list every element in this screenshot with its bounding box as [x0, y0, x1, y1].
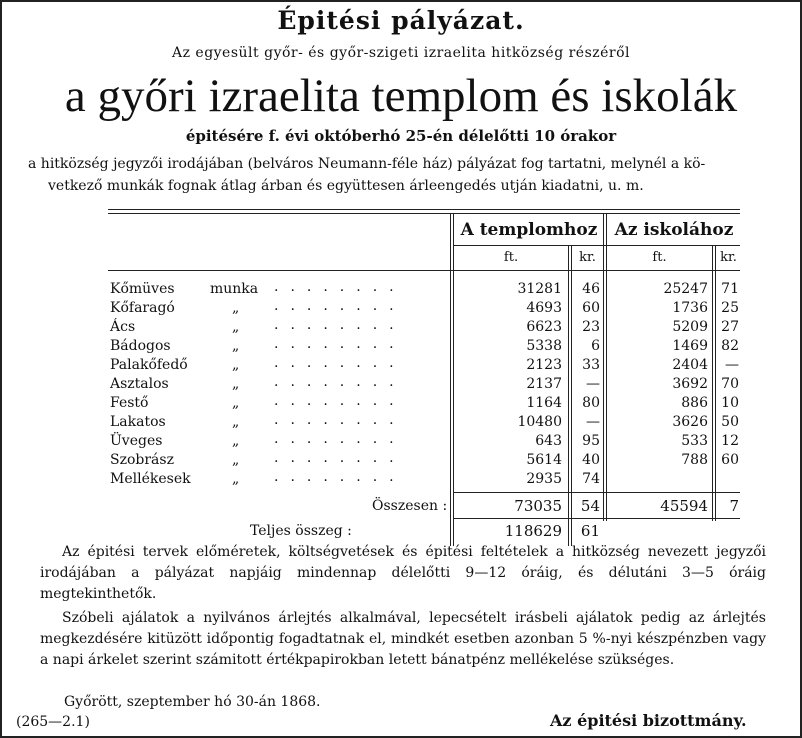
iskola-kr: 50: [721, 414, 739, 430]
ditto-mark: „: [232, 338, 240, 354]
templom-kr: 40: [582, 452, 600, 468]
trade-label: Festő: [110, 395, 149, 411]
trade-label: Asztalos: [110, 376, 169, 392]
iskola-ft: 788: [681, 452, 708, 468]
leader-dots: ........: [274, 355, 406, 371]
ditto-mark: „: [232, 414, 240, 430]
iskola-kr: 60: [721, 452, 739, 468]
iskola-ft: 1469: [672, 338, 708, 354]
teljes-kr: 61: [580, 522, 600, 540]
ditto-mark: „: [232, 300, 240, 316]
osszesen-iskola-ft: 45594: [660, 497, 708, 515]
trade-label: Bádogos: [110, 338, 171, 354]
trade-label: Ács: [110, 319, 136, 335]
iskola-ft: 2404: [672, 357, 708, 373]
leader-dots: ........: [274, 298, 406, 314]
paragraph-offers: Szóbeli ajálatok a nyilvános árlejtés alkalmával, lepecsételt irásbeli ajálatok pedig az árlejtés megkezdésére kitüzött időpontig fogadtatnak el, mindkét esetben azonban 5 %-nyi készpénzben vagy a napi árkelet szerint számitott értékpapirokban letett bánatpénz mellékelése szükséges.: [40, 610, 766, 668]
templom-ft: 6623: [526, 319, 562, 335]
iskola-ft: 886: [681, 395, 708, 411]
templom-kr: —: [586, 376, 600, 392]
ditto-mark: „: [232, 357, 240, 373]
templom-ft: 5338: [526, 338, 562, 354]
iskola-kr: 70: [721, 376, 739, 392]
iskola-ft: 25247: [663, 281, 708, 297]
leader-dots: ........: [274, 431, 406, 447]
teljes-label: Teljes összeg :: [250, 523, 352, 539]
iskola-ft: 5209: [672, 319, 708, 335]
teljes-ft: 118629: [504, 522, 562, 540]
units-rule: [108, 270, 740, 271]
templom-kr: 46: [582, 281, 600, 297]
osszesen-label: Összesen :: [372, 498, 448, 514]
templom-kr: 33: [582, 357, 600, 373]
templom-kr: 23: [582, 319, 600, 335]
notice-title: Épitési pályázat.: [277, 6, 525, 35]
iskola-kr: 25: [721, 300, 739, 316]
trade-label: Üveges: [110, 433, 163, 449]
trade-label: Kőmüves: [110, 281, 175, 297]
notice-headline: a győri izraelita templom és iskolák: [64, 70, 738, 122]
templom-kr: 80: [582, 395, 600, 411]
templom-kr: 95: [582, 433, 600, 449]
leader-dots: ........: [274, 279, 406, 295]
ditto-mark: „: [232, 376, 240, 392]
trade-label: Kőfaragó: [110, 300, 175, 316]
leader-dots: ........: [274, 393, 406, 409]
column-header-iskola: Az iskolához: [614, 220, 734, 240]
iskola-kr: 82: [721, 338, 739, 354]
osszesen-templom-kr: 54: [580, 497, 600, 515]
leader-dots: ........: [274, 450, 406, 466]
signature: Az épitési bizottmány.: [550, 711, 747, 730]
paragraph-inspection: Az épitési tervek előméretek, költségvetések és épitési feltételek a hitközség nevezett jegyzői irodájában a pályázat napjáig mindennap délelőtti 9—12 óráig, és délutáni 3—5 óráig megtekinthetők.: [40, 544, 766, 602]
unit-kr-templom: kr.: [579, 250, 596, 265]
templom-ft: 2137: [526, 376, 562, 392]
templom-ft: 643: [535, 433, 562, 449]
templom-ft: 2123: [526, 357, 562, 373]
templom-kr: 74: [582, 471, 600, 487]
templom-ft: 31281: [517, 281, 562, 297]
iskola-kr: 12: [721, 433, 739, 449]
iskola-ft: 1736: [672, 300, 708, 316]
ditto-mark: „: [232, 319, 240, 335]
templom-ft: 10480: [517, 414, 562, 430]
iskola-ft: 3626: [672, 414, 708, 430]
table-top-rule: [108, 209, 740, 210]
unit-ft-templom: ft.: [503, 250, 519, 265]
osszesen-templom-ft: 73035: [514, 497, 562, 515]
leader-dots: ........: [274, 336, 406, 352]
trade-label: Lakatos: [110, 414, 166, 430]
table-top-rule-2: [108, 213, 740, 214]
dateline: Győrött, szeptember hó 30-án 1868.: [64, 694, 321, 710]
templom-kr: 60: [582, 300, 600, 316]
iskola-ft: 3692: [672, 376, 708, 392]
unit-kr-iskola: kr.: [720, 250, 737, 265]
trade-label: Palakőfedő: [110, 357, 188, 373]
ditto-mark: „: [232, 395, 240, 411]
leader-dots: ........: [274, 317, 406, 333]
iskola-ft: 533: [681, 433, 708, 449]
iskola-kr: 71: [721, 281, 739, 297]
intro-line-2: vetkező munkák fognak átlag árban és együttesen árleengedés utján kiadatni, u. m.: [48, 178, 644, 194]
templom-ft: 5614: [526, 452, 562, 468]
trade-label: Szobrász: [110, 452, 174, 468]
iskola-kr: 10: [721, 395, 739, 411]
ditto-mark: „: [232, 433, 240, 449]
reference-number: (265—2.1): [16, 714, 90, 730]
ditto-mark: „: [232, 452, 240, 468]
templom-ft: 4693: [526, 300, 562, 316]
leader-dots: ........: [274, 412, 406, 428]
total-rule: [454, 518, 740, 519]
column-header-templom: A templomhoz: [460, 220, 598, 240]
leader-dots: ........: [274, 374, 406, 390]
templom-ft: 2935: [526, 471, 562, 487]
table-row: [2, 471, 800, 490]
body-text: [40, 542, 766, 674]
munka-label: munka: [210, 281, 259, 297]
templom-kr: 6: [591, 338, 600, 354]
leader-dots: ........: [274, 469, 406, 485]
templom-kr: —: [586, 414, 600, 430]
notice-headline-sub: épitésére f. évi októberhó 25-én délelőtti 10 órakor: [185, 127, 617, 145]
intro-line-1: a hitközség jegyzői irodájában (belváros Neumann-féle ház) pályázat fog tartatni, melynél a kö-: [28, 156, 706, 172]
iskola-kr: —: [725, 357, 739, 373]
ditto-mark: „: [232, 471, 240, 487]
notice-subtitle: Az egyesült győr- és győr-szigeti izraelita hitközség részéről: [171, 45, 631, 61]
subtotal-rule: [454, 492, 740, 493]
header-rule: [454, 245, 740, 246]
unit-ft-iskola: ft.: [652, 250, 667, 265]
osszesen-iskola-kr: 7: [729, 497, 739, 515]
trade-label: Mellékesek: [110, 471, 191, 487]
iskola-kr: 27: [721, 319, 739, 335]
templom-ft: 1164: [526, 395, 562, 411]
